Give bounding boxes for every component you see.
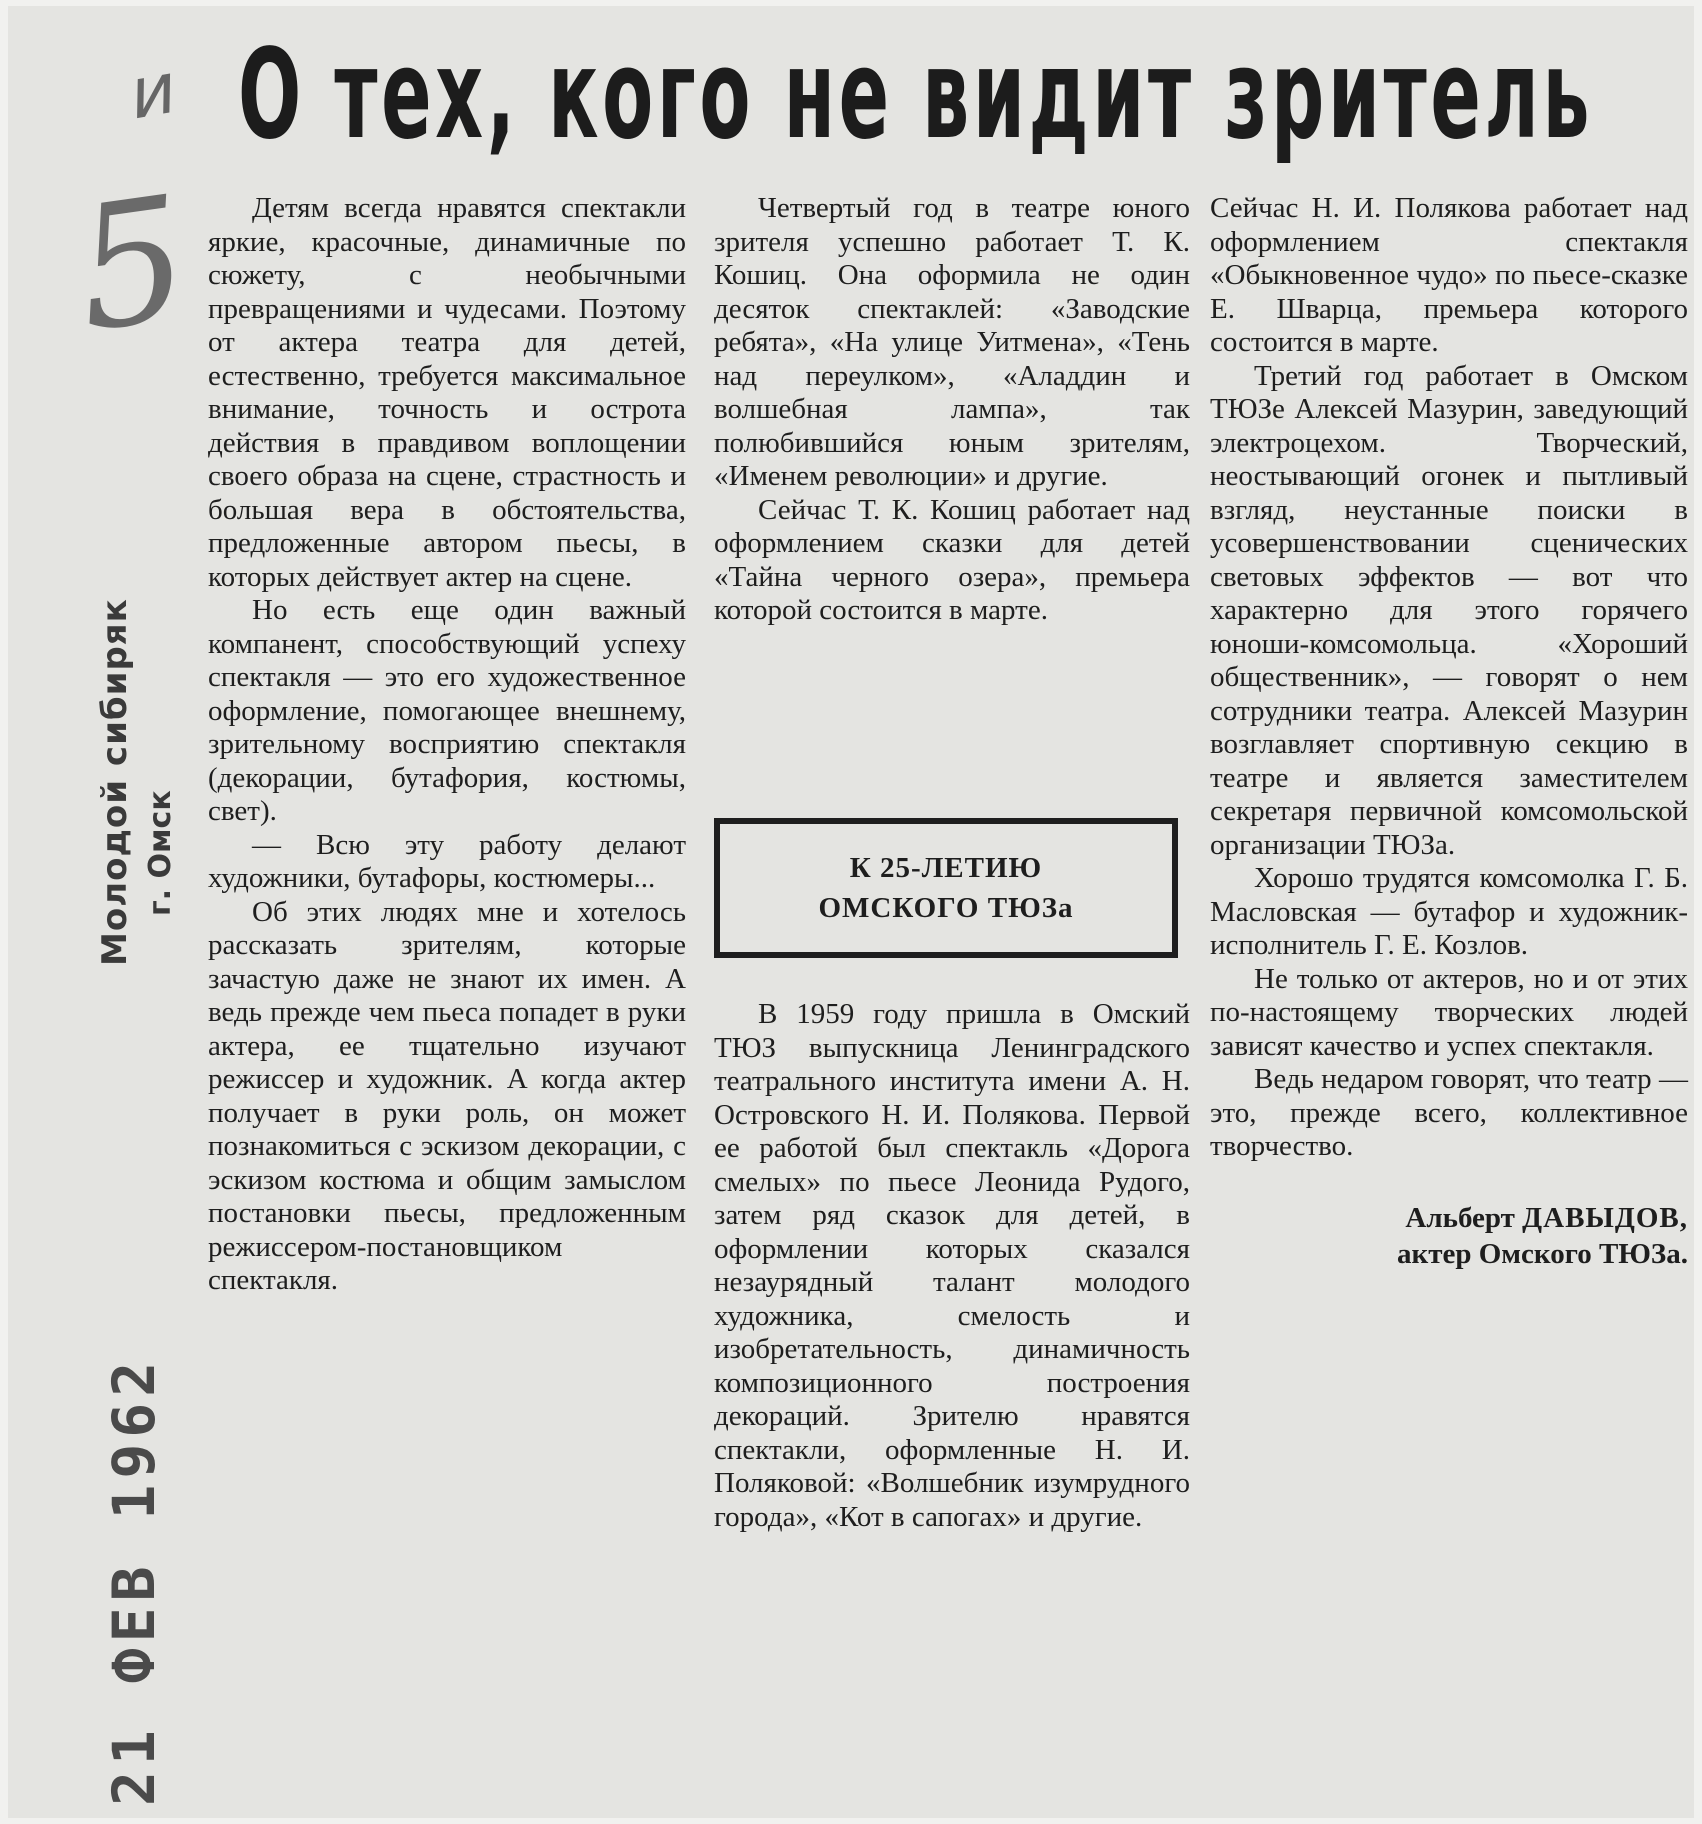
article-column-2-continued xyxy=(714,998,1190,1534)
author-surname: ДАВЫДОВ, xyxy=(1522,1201,1688,1234)
newspaper-city: г. Омск xyxy=(143,790,178,916)
paragraph: В 1959 году пришла в Омский ТЮЗ выпускница Ленинградского театрального института имени А. Н. Островского Н. И. Полякова. Первой ее работой был спектакль «Дорога смелых» по пьесе Леонида Рудого, затем ряд сказок для детей, в оформлении которых сказался незаурядный талант молодого художника, смелость и изобретательность, динамичность композиционного построения декораций. Зрителю нравятся спектакли, оформленные Н. И. Поляковой: «Волшебник изумрудного города», «Кот в сапогах» и другие. xyxy=(714,998,1190,1533)
paragraph: Не только от актеров, но и от этих по-настоящему творческих людей зависят качество и успех спектакля. xyxy=(1210,962,1688,1062)
date-stamp: 21 ФЕВ 1962 xyxy=(100,1355,168,1806)
handwritten-letter-mark: и xyxy=(123,46,183,136)
author-first-name: Альберт xyxy=(1405,1201,1515,1234)
paragraph: Третий год работает в Омском ТЮЗе Алексей Мазурин, заведующий электроцехом. Творческий, неостывающий огонек и пытливый взгляд, неустанные поиски в усовершенствовании сценических световых эффектов — вот что характерно для этого горячего юноши-комсомольца. «Хороший общественник», — говорят о нем сотрудники театра. Алексей Мазурин возглавляет спортивную секцию в театре и является заместителем секретаря первичной комсомольской организации ТЮЗа. xyxy=(1210,359,1688,861)
article-column-1 xyxy=(208,192,686,1298)
paragraph: Четвертый год в театре юного зрителя успешно работает Т. К. Кошиц. Она оформила не один десяток спектаклей: «Заводские ребята», «На улице Уитмена», «Тень над переулком», «Аладдин и волшебная лампа», так полюбившийся юным зрителям, «Именем революции» и другие. xyxy=(714,192,1190,492)
paragraph: Сейчас Т. К. Кошиц работает над оформлением сказки для детей «Тайна черного озера», премьера которой состоится в марте. xyxy=(714,493,1190,626)
author-position: актер Омского ТЮЗа. xyxy=(1397,1237,1688,1270)
newspaper-clipping xyxy=(8,6,1694,1818)
anniversary-rubric-box xyxy=(714,818,1178,958)
paragraph: Хорошо трудятся комсомолка Г. Б. Масловская — бутафор и художник-исполнитель Г. Е. Козлов. xyxy=(1210,862,1688,961)
article-headline: О тех, кого не видит зритель xyxy=(238,23,1594,167)
paragraph: Сейчас Н. И. Полякова работает над оформлением спектакля «Обыкновенное чудо» по пьесе-сказке Е. Шварца, премьера которого состоится в марте. xyxy=(1210,192,1688,358)
paragraph: Детям всегда нравятся спектакли яркие, красочные, динамичные по сюжету, с необычными превращениями и чудесами. Поэтому от актера театра для детей, естественно, требуется максимальное внимание, точность и острота действия в правдивом воплощении своего образа на сцене, страстность и большая вера в обстоятельства, предложенные автором пьесы, в которых действует актер на сцене. xyxy=(208,192,686,593)
handwritten-number-mark: 5 xyxy=(64,159,200,371)
author-signature xyxy=(1210,1200,1688,1272)
rubric-line-2: ОМСКОГО ТЮЗа xyxy=(818,892,1074,924)
paragraph: Но есть еще один важный компанент, способствующий успеху спектакля — это его художественное оформление, помогающее внешнему, зрительному восприятию спектакля (декорации, бутафория, костюмы, свет). xyxy=(208,594,686,827)
paragraph: Ведь недаром говорят, что театр — это, прежде всего, коллективное творчество. xyxy=(1210,1063,1688,1162)
paragraph: — Всю эту работу делают художники, бутафоры, костюмеры... xyxy=(208,828,686,894)
article-column-2 xyxy=(714,192,1190,628)
rubric-line-1: К 25-ЛЕТИЮ xyxy=(849,852,1043,884)
source-stamp xyxy=(92,466,184,966)
paragraph: Об этих людях мне и хотелось рассказать зрителям, которые зачастую даже не знают их имен. А ведь прежде чем пьеса попадет в руки актера, ее тщательно изучают режиссер и художник. А когда актер получает в руки роль, он может познакомиться с эскизом декорации, с эскизом костюма и общим замыслом постановки пьесы, предложенным режиссером-постановщиком спектакля. xyxy=(208,895,686,1296)
article-column-3 xyxy=(1210,192,1688,1272)
newspaper-name: Молодой сибиряк xyxy=(95,598,135,966)
